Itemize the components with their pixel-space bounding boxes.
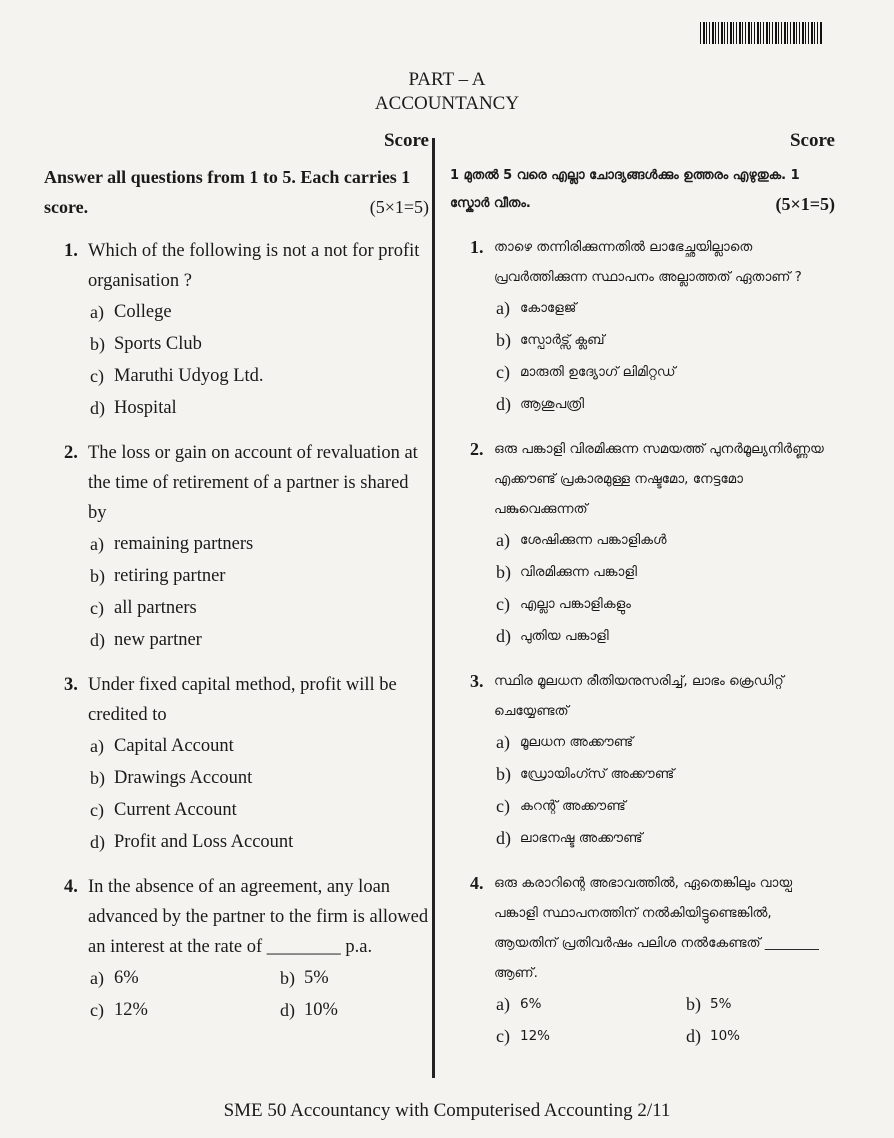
option-b: b) ഡ്രോയിംഗ്സ് അക്കൗണ്ട് [496,764,675,784]
score-label: Score [383,130,429,151]
option-c: c) 12% [496,1026,551,1046]
question-text: In the absence of an agreement, any loan advanced by the partner to the firm is allowed an interest at the rate of ________ p.a. [88,877,429,957]
option-d: d) Profit and Loss Account [90,832,294,852]
score-label: Score [789,130,835,151]
question-text: ഒരു കരാറിന്റെ അഭാവത്തിൽ, ഏതെങ്കിലും വായ്പ പങ്കാളി സ്ഥാപനത്തിന് നൽകിയിട്ടുണ്ടെങ്കിൽ, ആയതിന് പ്രതിവർഷം പലിശ നൽകേണ്ടത് ________ ആണ്. [494,875,819,981]
malayalam-column [450,130,835,1052]
option-d: d) പുതിയ പങ്കാളി [496,626,609,646]
option-a: a) 6% [496,994,542,1014]
page-header [0,68,894,116]
option-b: b) 5% [280,968,329,988]
option-b: b) 5% [686,994,732,1014]
question-text: ഒരു പങ്കാളി വിരമിക്കുന്ന സമയത്ത് പുനർമൂല്യനിർണ്ണയ എക്കൗണ്ട് പ്രകാരമുള്ള നഷ്ടമോ, നേട്ടമോ പങ്കുവെക്കുന്നത് [494,441,824,517]
option-d: d) 10% [280,1000,338,1020]
option-d: d) Hospital [90,398,177,418]
option-a: a) Capital Account [90,736,234,756]
subject-title: ACCOUNTANCY [374,93,520,114]
question-text: Which of the following is not a not for profit organisation ? [88,241,420,291]
option-d: d) new partner [90,630,202,650]
question-text: താഴെ തന്നിരിക്കുന്നതിൽ ലാഭേച്ഛയില്ലാതെ പ്രവർത്തിക്കുന്ന സ്ഥാപനം അല്ലാത്തത് ഏതാണ് ? [494,239,802,285]
instruction: Answer all questions from 1 to 5. Each carries 1 score. (5×1=5) [44,162,429,222]
option-b: b) വിരമിക്കുന്ന പങ്കാളി [496,562,637,582]
question-2: 2. The loss or gain on account of revaluation at the time of retirement of a partner is shared by a) remaining partners b) retiring partner c) all partners d) new partner [44,438,429,656]
option-d: d) 10% [686,1026,741,1046]
question-3: 3. Under fixed capital method, profit will be credited to a) Capital Account b) Drawings Account c) Current Account d) Profit and Loss Account [44,670,429,858]
option-d: d) ആശുപത്രി [496,394,585,414]
option-a: a) കോളേജ് [496,298,577,318]
question-text: സ്ഥിര മൂലധന രീതിയനുസരിച്ച്, ലാഭം ക്രെഡിറ്റ് ചെയ്യേണ്ടത് [494,673,784,719]
english-column [44,130,429,1026]
question-text: The loss or gain on account of revaluation at the time of retirement of a partner is shared by [88,443,418,523]
option-b: b) സ്പോർട്സ് ക്ലബ് [496,330,605,350]
part-title: PART – A [408,69,486,90]
option-a: a) College [90,302,172,322]
question-2: 2. ഒരു പങ്കാളി വിരമിക്കുന്ന സമയത്ത് പുനർമൂല്യനിർണ്ണയ എക്കൗണ്ട് പ്രകാരമുള്ള നഷ്ടമോ, നേട്ടമോ പങ്കുവെക്കുന്നത് a) ശേഷിക്കുന്ന പങ്കാളികൾ b) വിരമിക്കുന്ന പങ്കാളി c) എല്ലാ പങ്കാളികളും d) പുതിയ പങ്കാളി [450,434,835,652]
points: (5×1=5) [775,194,835,214]
option-c: c) all partners [90,598,197,618]
option-c: c) എല്ലാ പങ്കാളികളും [496,594,631,614]
column-divider [432,138,435,1078]
option-b: b) Sports Club [90,334,202,354]
option-a: a) ശേഷിക്കുന്ന പങ്കാളികൾ [496,530,667,550]
option-c: c) Maruthi Udyog Ltd. [90,366,264,386]
points: (5×1=5) [369,197,429,217]
option-c: c) മാരുതി ഉദ്യോഗ് ലിമിറ്റഡ് [496,362,676,382]
instruction: 1 മുതൽ 5 വരെ എല്ലാ ചോദ്യങ്ങൾക്കും ഉത്തരം എഴുതുക. 1 സ്കോർ വീതം. (5×1=5) [450,162,835,218]
question-4: 4. ഒരു കരാറിന്റെ അഭാവത്തിൽ, ഏതെങ്കിലും വായ്പ പങ്കാളി സ്ഥാപനത്തിന് നൽകിയിട്ടുണ്ടെങ്കിൽ, ആയതിന് പ്രതിവർഷം പലിശ നൽകേണ്ടത് ________ ആണ്. a) 6% b) 5% c) 12% d) 10% [450,868,835,1052]
barcode [700,22,822,44]
option-a: a) remaining partners [90,534,254,554]
question-1: 1. താഴെ തന്നിരിക്കുന്നതിൽ ലാഭേച്ഛയില്ലാതെ പ്രവർത്തിക്കുന്ന സ്ഥാപനം അല്ലാത്തത് ഏതാണ് ? a) കോളേജ് b) സ്പോർട്സ് ക്ലബ് c) മാരുതി ഉദ്യോഗ് ലിമിറ്റഡ് d) ആശുപത്രി [450,232,835,420]
option-d: d) ലാഭനഷ്ട അക്കൗണ്ട് [496,828,643,848]
option-c: c) കറന്റ് അക്കൗണ്ട് [496,796,626,816]
option-b: b) Drawings Account [90,768,253,788]
question-4: 4. In the absence of an agreement, any loan advanced by the partner to the firm is allowed an interest at the rate of ________ p.a. a) 6% b) 5% c) 12% d) 10% [44,872,429,1026]
option-a: a) 6% [90,968,139,988]
option-b: b) retiring partner [90,566,226,586]
option-a: a) മൂലധന അക്കൗണ്ട് [496,732,634,752]
question-text: Under fixed capital method, profit will be credited to [88,675,397,725]
question-1: 1. Which of the following is not a not for profit organisation ? a) College b) Sports Club c) Maruthi Udyog Ltd. d) Hospital [44,236,429,424]
option-c: c) 12% [90,1000,148,1020]
option-c: c) Current Account [90,800,237,820]
question-3: 3. സ്ഥിര മൂലധന രീതിയനുസരിച്ച്, ലാഭം ക്രെഡിറ്റ് ചെയ്യേണ്ടത് a) മൂലധന അക്കൗണ്ട് b) ഡ്രോയിംഗ്സ് അക്കൗണ്ട് c) കറന്റ് അക്കൗണ്ട് d) ലാഭനഷ്ട അക്കൗണ്ട് [450,666,835,854]
page-footer: SME 50 Accountancy with Computerised Accounting 2/11 [223,1100,671,1121]
